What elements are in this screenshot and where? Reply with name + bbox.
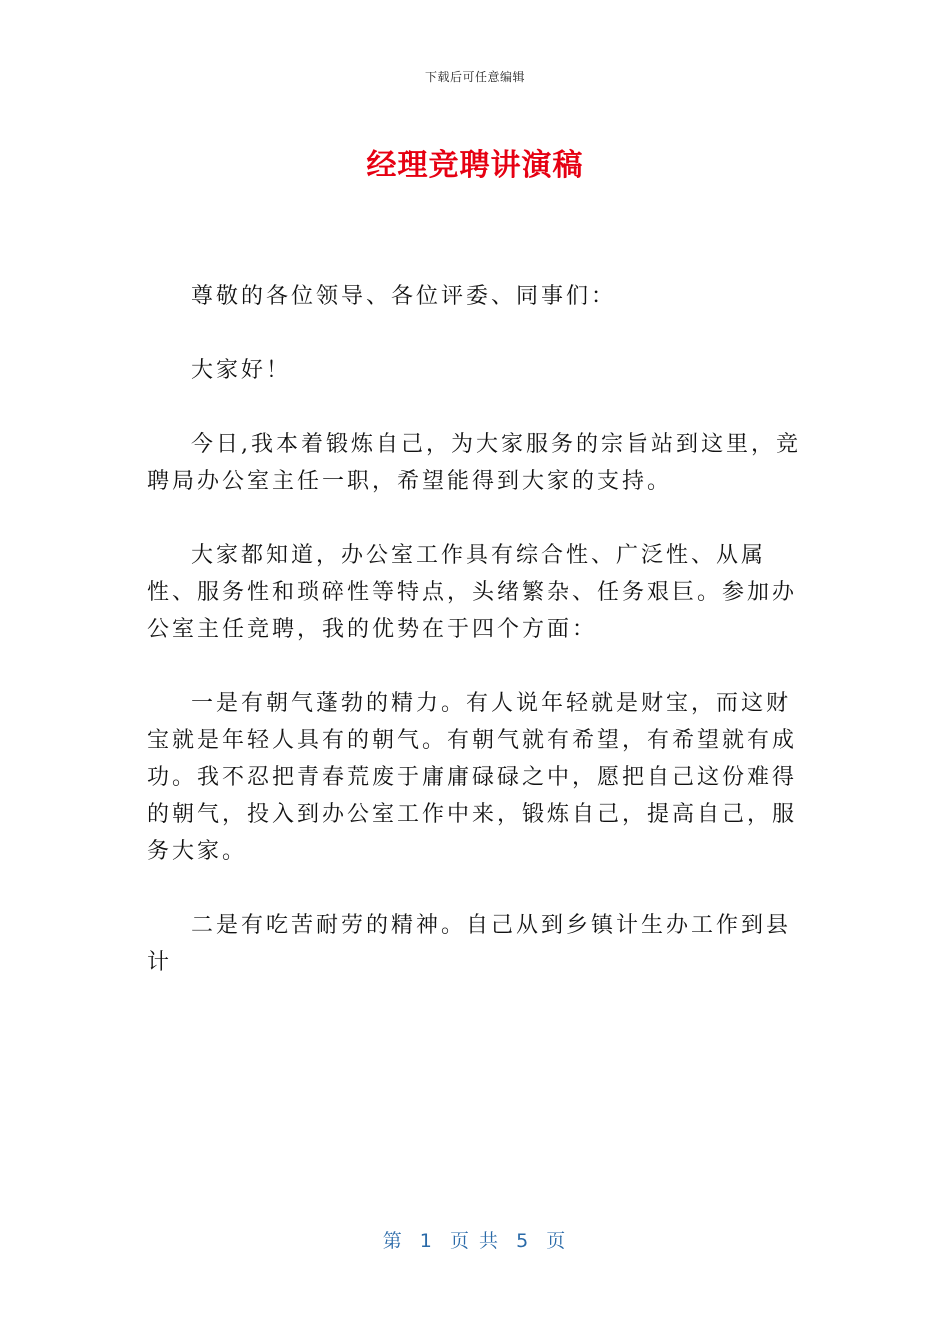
header-note: 下载后可任意编辑	[424, 70, 525, 84]
paragraph-salutation: 尊敬的各位领导、各位评委、同事们：	[191, 284, 617, 309]
document-body	[147, 278, 807, 1018]
paragraph-office-work: 大家都知道，办公室工作具有综合性、广泛性、从属性、服务性和琐碎性等特点，头绪繁杂、任务艰巨。参加办公室主任竞聘，我的优势在于四个方面：	[147, 543, 798, 642]
page-number-footer	[0, 1226, 950, 1253]
document-title: 经理竞聘讲演稿	[366, 148, 584, 183]
paragraph-intro: 今日,我本着锻炼自己，为大家服务的宗旨站到这里，竞聘局办公室主任一职，希望能得到大家的支持。	[147, 432, 801, 494]
paragraph-point-two: 二是有吃苦耐劳的精神。自己从到乡镇计生办工作到县计	[147, 913, 792, 975]
paragraph-greeting: 大家好！	[191, 358, 292, 383]
paragraph-point-one: 一是有朝气蓬勃的精力。有人说年轻就是财宝，而这财宝就是年轻人具有的朝气。有朝气就有希望，有希望就有成功。我不忍把青春荒废于庸庸碌碌之中，愿把自己这份难得的朝气，投入到办公室工作中来，锻炼自己，提高自己，服务大家。	[147, 691, 798, 864]
page-number-label: 第 1 页 共 5 页	[382, 1230, 568, 1252]
